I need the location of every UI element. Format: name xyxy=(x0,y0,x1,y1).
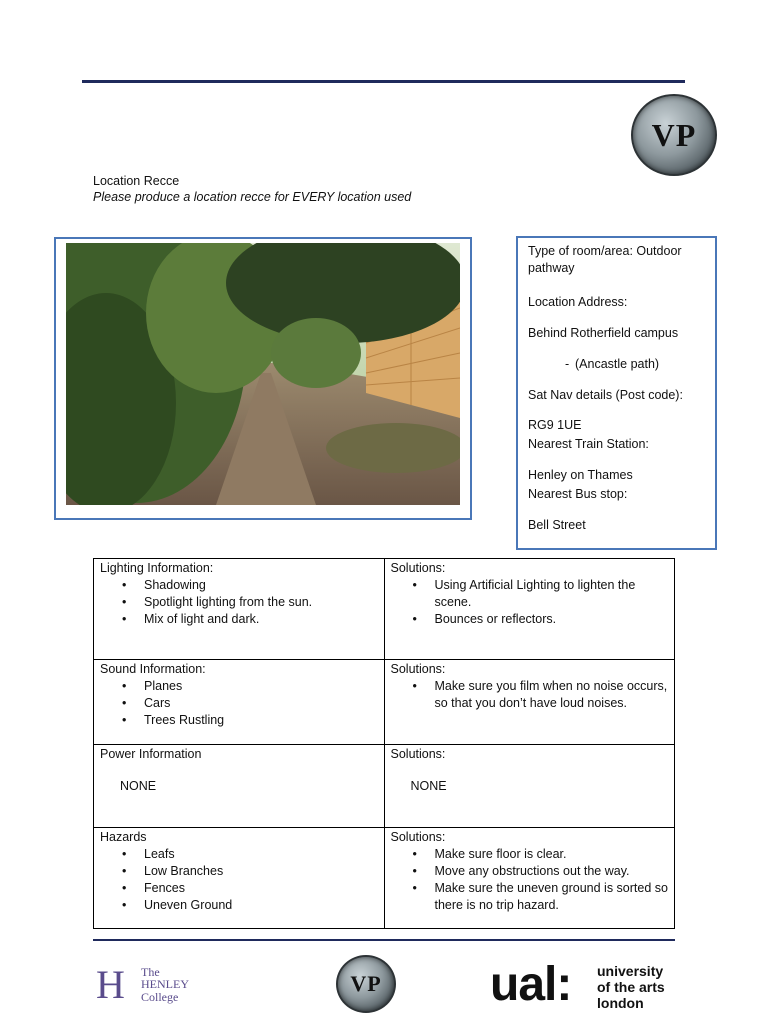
lighting-title: Lighting Information: xyxy=(100,561,214,575)
vp-logo xyxy=(631,94,717,176)
power-info-cell xyxy=(94,745,385,828)
address-dash: - xyxy=(565,357,570,371)
sound-info-cell xyxy=(94,660,385,745)
sound-solutions-list xyxy=(391,678,669,712)
power-value: NONE xyxy=(120,779,157,793)
bus-value: Bell Street xyxy=(528,518,586,532)
recce-table xyxy=(93,558,675,929)
ual-line-1: university xyxy=(597,963,664,979)
lighting-solutions-list xyxy=(391,577,669,628)
pathway-image xyxy=(66,243,460,505)
train-label: Nearest Train Station: xyxy=(528,437,649,451)
sound-list xyxy=(100,678,378,729)
ual-mark: ual: xyxy=(490,958,572,1011)
room-type: Type of room/area: Outdoor pathway xyxy=(528,244,682,275)
power-title: Power Information xyxy=(100,747,202,761)
page-subtitle: Please produce a location recce for EVERY location used xyxy=(93,190,412,204)
hazards-solutions-cell xyxy=(384,828,675,929)
lighting-list xyxy=(100,577,378,628)
hazards-solutions-list xyxy=(391,846,669,914)
list-item: • Fences xyxy=(144,880,378,897)
hazards-info-cell xyxy=(94,828,385,929)
henley-line-2: HENLEY xyxy=(141,977,189,991)
vp-footer-logo-text: VP xyxy=(350,971,382,996)
henley-line-3: College xyxy=(141,990,179,1004)
list-item: • Planes xyxy=(144,678,378,695)
solutions-title: Solutions: xyxy=(390,830,446,844)
bottom-divider xyxy=(93,939,675,941)
list-item: • Using Artificial Lighting to lighten the scene. xyxy=(435,577,669,611)
table-row-power xyxy=(94,745,675,828)
henley-line-1: The xyxy=(141,965,160,979)
train-value: Henley on Thames xyxy=(528,468,633,482)
address-detail: (Ancastle path) xyxy=(575,357,660,371)
list-item: • Mix of light and dark. xyxy=(144,611,378,628)
page-title: Location Recce xyxy=(93,174,180,188)
list-item: • Make sure you film when no noise occurs, so that you don’t have loud noises. xyxy=(435,678,669,712)
postcode-value: RG9 1UE xyxy=(528,418,582,432)
solutions-title: Solutions: xyxy=(390,747,446,761)
sound-title: Sound Information: xyxy=(100,662,206,676)
satnav-label: Sat Nav details (Post code): xyxy=(528,388,683,402)
list-item: • Bounces or reflectors. xyxy=(435,611,669,628)
location-photo xyxy=(66,243,460,505)
list-item: • Uneven Ground xyxy=(144,897,378,914)
lighting-solutions-cell xyxy=(384,559,675,660)
list-item: • Spotlight lighting from the sun. xyxy=(144,594,378,611)
power-solutions-value: NONE xyxy=(410,779,447,793)
henley-monogram: H xyxy=(96,962,125,1007)
table-row-sound xyxy=(94,660,675,745)
list-item: • Trees Rustling xyxy=(144,712,378,729)
table-row-hazards xyxy=(94,828,675,929)
list-item: • Make sure floor is clear. xyxy=(435,846,669,863)
vp-footer-logo xyxy=(336,955,396,1013)
lighting-info-cell xyxy=(94,559,385,660)
list-item: • Make sure the uneven ground is sorted so there is no trip hazard. xyxy=(435,880,669,914)
sound-solutions-cell xyxy=(384,660,675,745)
hazards-title: Hazards xyxy=(100,830,147,844)
list-item: • Leafs xyxy=(144,846,378,863)
solutions-title: Solutions: xyxy=(390,662,446,676)
location-photo-frame xyxy=(54,237,472,520)
list-item: • Move any obstructions out the way. xyxy=(435,863,669,880)
location-info-box xyxy=(516,236,717,550)
address-label: Location Address: xyxy=(528,295,628,309)
bus-label: Nearest Bus stop: xyxy=(528,487,628,501)
list-item: • Cars xyxy=(144,695,378,712)
list-item: • Shadowing xyxy=(144,577,378,594)
table-row-lighting xyxy=(94,559,675,660)
ual-line-3: london xyxy=(597,995,644,1011)
top-divider xyxy=(82,80,685,83)
ual-logo xyxy=(490,959,680,1011)
list-item: • Low Branches xyxy=(144,863,378,880)
power-solutions-cell xyxy=(384,745,675,828)
henley-college-logo xyxy=(96,963,216,1007)
ual-line-2: of the arts xyxy=(597,979,665,995)
vp-logo-text: VP xyxy=(651,116,697,153)
hazards-list xyxy=(100,846,378,914)
solutions-title: Solutions: xyxy=(390,561,446,575)
address-value: Behind Rotherfield campus xyxy=(528,326,679,340)
